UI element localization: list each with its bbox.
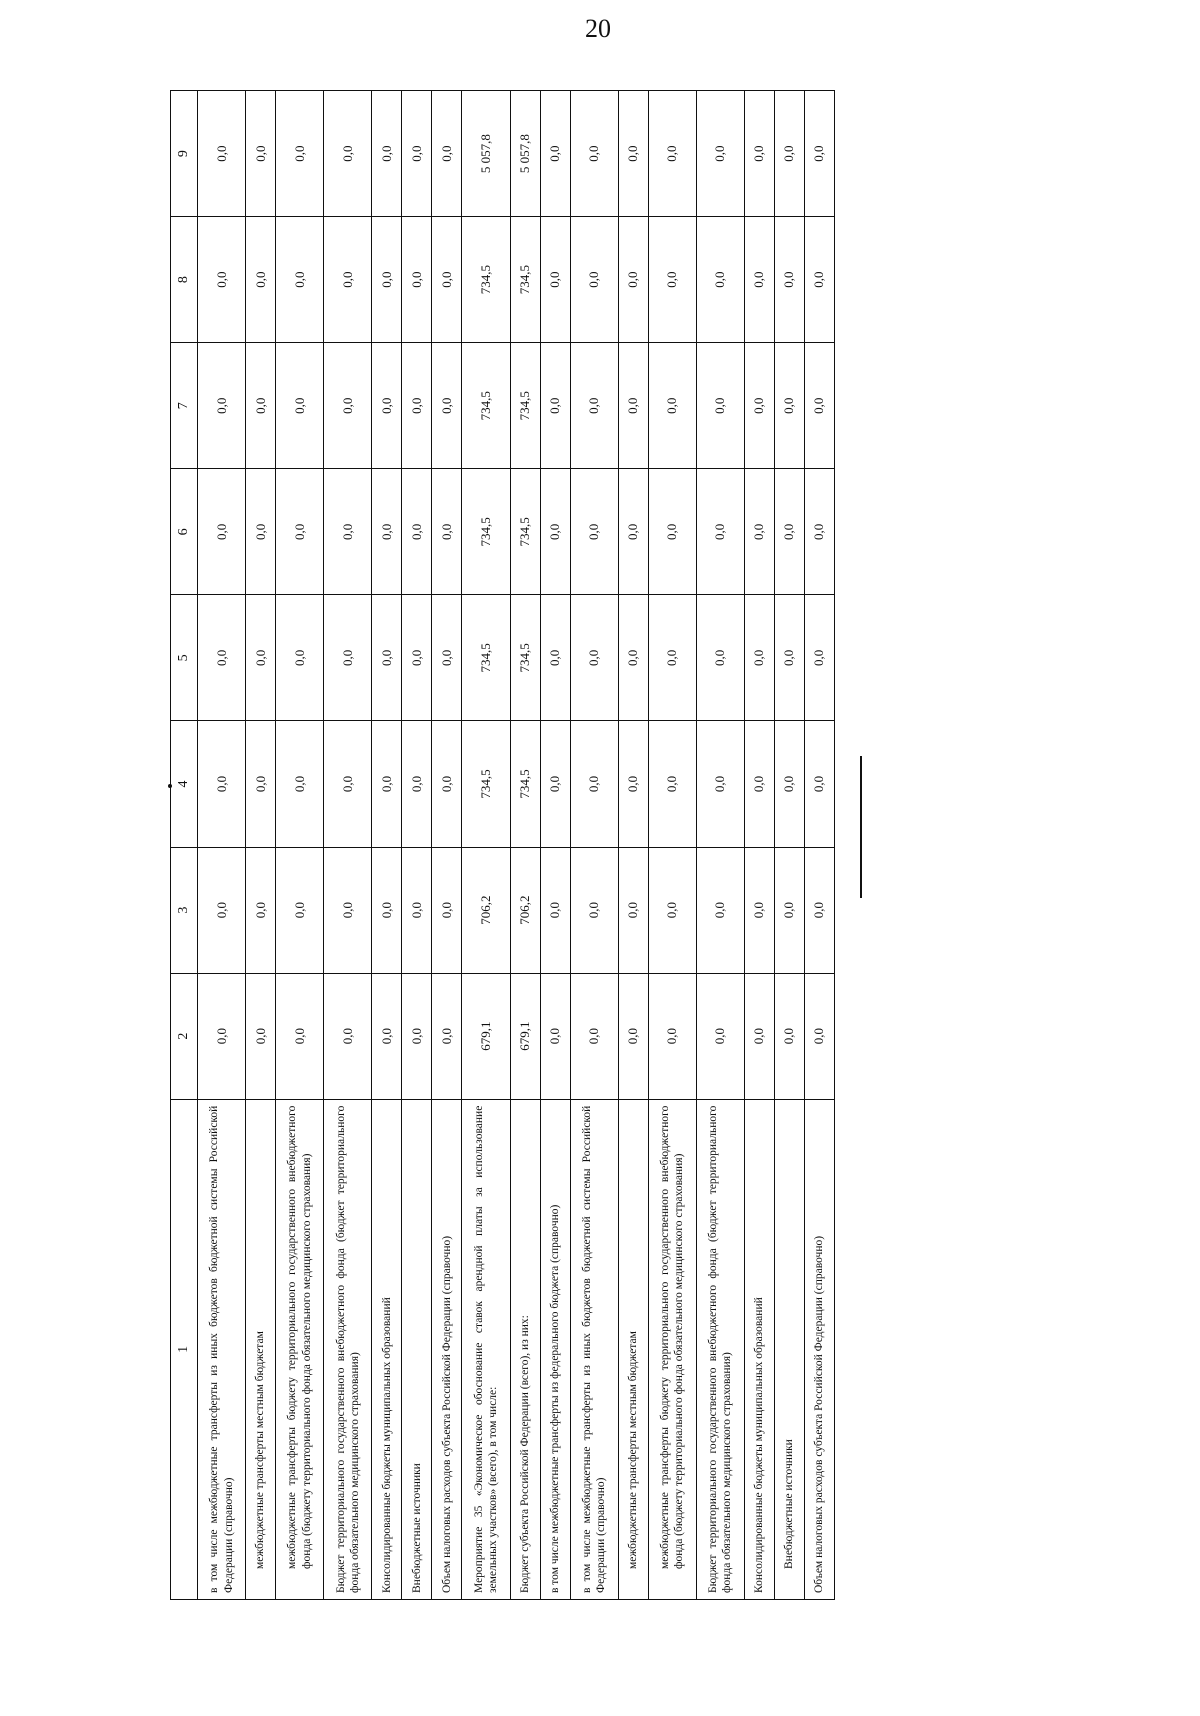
value-cell: 0,0 [432,469,462,595]
value-cell: 0,0 [570,973,618,1099]
value-cell: 0,0 [744,847,774,973]
value-cell: 0,0 [372,343,402,469]
value-cell: 734,5 [510,721,540,847]
value-cell: 0,0 [246,721,276,847]
value-cell: 0,0 [246,595,276,721]
row-label: Мероприятие 35 «Экономическое обоснование ставок арендной платы за использование земельных участков» (всего), в том числе: [462,1099,510,1599]
value-cell: 0,0 [324,973,372,1099]
value-cell: 0,0 [696,343,744,469]
value-cell: 0,0 [804,847,834,973]
table-row [432,91,462,1600]
value-cell: 0,0 [804,595,834,721]
header-row [171,91,198,1600]
value-cell: 734,5 [462,721,510,847]
value-cell: 0,0 [618,343,648,469]
table-row [276,91,324,1600]
value-cell: 0,0 [372,217,402,343]
value-cell: 0,0 [246,847,276,973]
value-cell: 0,0 [696,595,744,721]
value-cell: 0,0 [276,469,324,595]
table-row [744,91,774,1600]
value-cell: 734,5 [462,469,510,595]
table-row [324,91,372,1600]
value-cell: 0,0 [618,721,648,847]
value-cell: 706,2 [510,847,540,973]
value-cell: 0,0 [804,91,834,217]
value-cell: 0,0 [402,91,432,217]
value-cell: 0,0 [648,343,696,469]
value-cell: 0,0 [744,469,774,595]
table-row [462,91,510,1600]
value-cell: 0,0 [774,721,804,847]
value-cell: 5 057,8 [462,91,510,217]
value-cell: 0,0 [648,91,696,217]
table-row [540,91,570,1600]
value-cell: 0,0 [432,91,462,217]
value-cell: 0,0 [402,217,432,343]
value-cell: 0,0 [432,721,462,847]
value-cell: 0,0 [432,973,462,1099]
table-row [246,91,276,1600]
value-cell: 0,0 [432,847,462,973]
value-cell: 0,0 [648,721,696,847]
table-row [648,91,696,1600]
value-cell: 0,0 [804,343,834,469]
value-cell: 0,0 [432,343,462,469]
value-cell: 0,0 [618,847,648,973]
value-cell: 0,0 [402,469,432,595]
value-cell: 0,0 [198,91,246,217]
value-cell: 0,0 [774,217,804,343]
value-cell: 0,0 [372,973,402,1099]
value-cell: 0,0 [432,595,462,721]
row-label: Внебюджетные источники [402,1099,432,1599]
row-label: Бюджет территориального государственного внебюджетного фонда (бюджет территориального фонда обязательного медицинского страхования) [696,1099,744,1599]
table-row [510,91,540,1600]
value-cell: 0,0 [540,973,570,1099]
value-cell: 0,0 [198,847,246,973]
value-cell: 679,1 [462,973,510,1099]
value-cell: 0,0 [744,973,774,1099]
value-cell: 0,0 [540,721,570,847]
value-cell: 0,0 [372,721,402,847]
value-cell: 0,0 [324,721,372,847]
value-cell: 0,0 [276,847,324,973]
value-cell: 0,0 [198,721,246,847]
value-cell: 0,0 [198,469,246,595]
value-cell: 0,0 [372,595,402,721]
value-cell: 0,0 [402,973,432,1099]
value-cell: 0,0 [648,847,696,973]
row-label: межбюджетные трансферты бюджету территориального государственного внебюджетного фонда (бюджету территориального фонда обязательного медицинского страхования) [276,1099,324,1599]
header-cell: 3 [171,847,198,973]
value-cell: 0,0 [744,91,774,217]
table-row [372,91,402,1600]
value-cell: 0,0 [618,973,648,1099]
value-cell: 0,0 [696,469,744,595]
value-cell: 0,0 [648,973,696,1099]
value-cell: 706,2 [462,847,510,973]
value-cell: 0,0 [246,343,276,469]
row-label: Бюджет субъекта Российской Федерации (всего), из них: [510,1099,540,1599]
value-cell: 0,0 [324,595,372,721]
value-cell: 0,0 [570,217,618,343]
table-row [804,91,834,1600]
value-cell: 0,0 [540,595,570,721]
value-cell: 0,0 [744,721,774,847]
value-cell: 0,0 [432,217,462,343]
value-cell: 0,0 [696,973,744,1099]
value-cell: 0,0 [372,469,402,595]
value-cell: 0,0 [804,469,834,595]
value-cell: 0,0 [618,91,648,217]
value-cell: 734,5 [462,343,510,469]
value-cell: 0,0 [774,469,804,595]
value-cell: 0,0 [276,721,324,847]
header-cell: 4 [171,721,198,847]
page-number: 20 [585,14,611,43]
header-cell: 2 [171,973,198,1099]
value-cell: 0,0 [540,469,570,595]
value-cell: 734,5 [462,595,510,721]
value-cell: 0,0 [402,343,432,469]
header-cell: 9 [171,91,198,217]
row-label: межбюджетные трансферты бюджету территориального государственного внебюджетного фонда (бюджету территориального фонда обязательного медицинского страхования) [648,1099,696,1599]
value-cell: 0,0 [570,469,618,595]
value-cell: 0,0 [324,91,372,217]
value-cell: 0,0 [540,343,570,469]
value-cell: 0,0 [570,343,618,469]
value-cell: 734,5 [510,217,540,343]
value-cell: 0,0 [696,721,744,847]
value-cell: 0,0 [324,217,372,343]
table-row [570,91,618,1600]
value-cell: 0,0 [804,973,834,1099]
value-cell: 679,1 [510,973,540,1099]
value-cell: 0,0 [276,91,324,217]
value-cell: 0,0 [198,973,246,1099]
value-cell: 0,0 [696,847,744,973]
value-cell: 0,0 [774,973,804,1099]
value-cell: 0,0 [276,343,324,469]
value-cell: 0,0 [570,721,618,847]
value-cell: 0,0 [696,217,744,343]
value-cell: 0,0 [804,217,834,343]
value-cell: 0,0 [804,721,834,847]
value-cell: 0,0 [744,217,774,343]
stray-line [860,756,862,898]
row-label: Объем налоговых расходов субъекта Российской Федерации (справочно) [432,1099,462,1599]
value-cell: 0,0 [324,469,372,595]
value-cell: 0,0 [276,973,324,1099]
value-cell: 0,0 [246,469,276,595]
value-cell: 0,0 [774,343,804,469]
value-cell: 0,0 [324,343,372,469]
value-cell: 0,0 [198,595,246,721]
table-row [774,91,804,1600]
value-cell: 0,0 [696,91,744,217]
row-label: Консолидированные бюджеты муниципальных образований [744,1099,774,1599]
table-row [696,91,744,1600]
value-cell: 0,0 [774,847,804,973]
value-cell: 0,0 [618,595,648,721]
value-cell: 0,0 [570,91,618,217]
row-label: Консолидированные бюджеты муниципальных образований [372,1099,402,1599]
value-cell: 0,0 [744,595,774,721]
value-cell: 0,0 [276,217,324,343]
value-cell: 0,0 [540,217,570,343]
header-cell: 8 [171,217,198,343]
table-row [618,91,648,1600]
row-label: в том числе межбюджетные трансферты из иных бюджетов бюджетной системы Российской Федерации (справочно) [198,1099,246,1599]
value-cell: 0,0 [198,343,246,469]
value-cell: 0,0 [648,217,696,343]
row-label: Объем налоговых расходов субъекта Российской Федерации (справочно) [804,1099,834,1599]
header-cell: 6 [171,469,198,595]
value-cell: 0,0 [540,91,570,217]
row-label: межбюджетные трансферты местным бюджетам [618,1099,648,1599]
value-cell: 0,0 [372,91,402,217]
value-cell: 0,0 [324,847,372,973]
value-cell: 734,5 [510,343,540,469]
value-cell: 0,0 [276,595,324,721]
row-label: Внебюджетные источники [774,1099,804,1599]
value-cell: 734,5 [510,469,540,595]
value-cell: 0,0 [540,847,570,973]
value-cell: 734,5 [462,217,510,343]
value-cell: 0,0 [648,469,696,595]
header-cell: 1 [171,1099,198,1599]
value-cell: 734,5 [510,595,540,721]
row-label: межбюджетные трансферты местным бюджетам [246,1099,276,1599]
value-cell: 0,0 [402,595,432,721]
table-row [198,91,246,1600]
row-label: в том числе межбюджетные трансферты из федерального бюджета (справочно) [540,1099,570,1599]
value-cell: 0,0 [618,217,648,343]
value-cell: 0,0 [246,91,276,217]
value-cell: 0,0 [570,847,618,973]
rotated-table-container [170,90,835,1600]
table-row [402,91,432,1600]
value-cell: 0,0 [198,217,246,343]
value-cell: 0,0 [648,595,696,721]
value-cell: 0,0 [246,217,276,343]
value-cell: 5 057,8 [510,91,540,217]
row-label: Бюджет территориального государственного внебюджетного фонда (бюджет территориального фонда обязательного медицинского страхования) [324,1099,372,1599]
value-cell: 0,0 [774,595,804,721]
value-cell: 0,0 [246,973,276,1099]
value-cell: 0,0 [618,469,648,595]
value-cell: 0,0 [372,847,402,973]
table-body [198,91,835,1600]
value-cell: 0,0 [774,91,804,217]
budget-table [170,90,835,1600]
header-cell: 5 [171,595,198,721]
value-cell: 0,0 [744,343,774,469]
value-cell: 0,0 [402,847,432,973]
value-cell: 0,0 [570,595,618,721]
row-label: в том числе межбюджетные трансферты из иных бюджетов бюджетной системы Российской Федерации (справочно) [570,1099,618,1599]
value-cell: 0,0 [402,721,432,847]
header-cell: 7 [171,343,198,469]
